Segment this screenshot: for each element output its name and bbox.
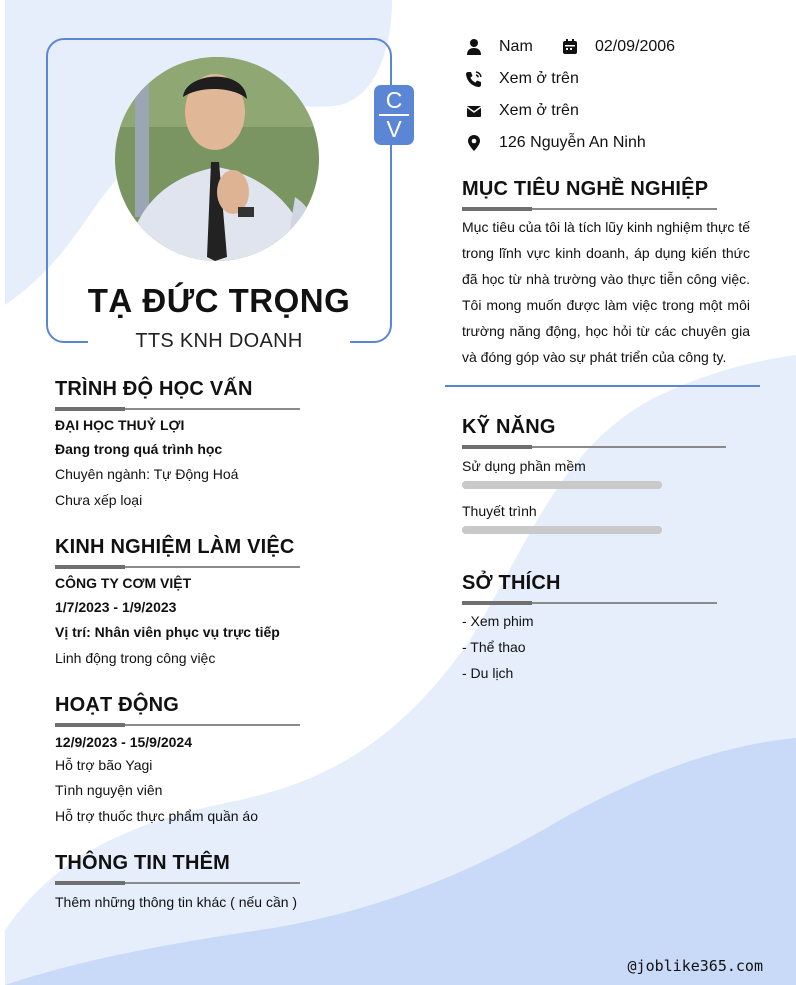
education-status: Đang trong quá trình học [55, 441, 223, 457]
contact-email [465, 102, 579, 120]
contact-gender [465, 38, 533, 56]
objective-text: Mục tiêu của tôi là tích lũy kinh nghiệm thực tế trong lĩnh vực kinh doanh, áp dụng kiến thức đã học từ nhà trường vào thực tiễn công việc. Tôi mong muốn được làm việc trong một môi trường năng động, học hỏi từ các chuyên gia và đóng góp vào sự phát triển của công ty. [462, 219, 750, 365]
activity-item: Hỗ trợ thuốc thực phẩm quần áo [55, 808, 258, 824]
skill-label: Thuyết trình [462, 503, 537, 519]
skill-bar [462, 526, 662, 534]
experience-company: CÔNG TY CƠM VIỆT [55, 575, 192, 591]
cv-badge [374, 85, 414, 145]
contact-address [465, 134, 646, 152]
extra-heading: THÔNG TIN THÊM [55, 852, 231, 874]
experience-desc: Linh động trong công việc [55, 650, 216, 666]
objective-heading: MỤC TIÊU NGHỀ NGHIỆP [462, 178, 709, 200]
hobby-item: - Thể thao [462, 639, 526, 655]
contact-dob [561, 38, 675, 56]
dob-text: 02/09/2006 [595, 38, 676, 55]
experience-heading: KINH NGHIỆM LÀM VIỆC [55, 536, 295, 558]
education-major: Chuyên ngành: Tự Động Hoá [55, 466, 239, 482]
map-pin-icon [465, 134, 483, 152]
skills-heading: KỸ NĂNG [462, 416, 556, 438]
experience-rule [55, 565, 300, 569]
hobbies-section [462, 572, 717, 605]
address-text: 126 Nguyễn An Ninh [499, 134, 646, 151]
extra-rule [55, 881, 300, 885]
skills-rule [462, 445, 726, 449]
skill-label: Sử dụng phần mềm [462, 458, 586, 474]
education-school: ĐẠI HỌC THUỶ LỢI [55, 417, 185, 433]
activities-section [55, 694, 300, 727]
experience-section [55, 536, 300, 569]
envelope-icon [465, 102, 483, 120]
skill-bar [462, 481, 662, 489]
experience-position: Vị trí: Nhân viên phục vụ trực tiếp [55, 624, 280, 640]
activity-item: Tình nguyện viên [55, 782, 163, 798]
extra-text: Thêm những thông tin khác ( nếu cần ) [55, 894, 298, 910]
objective-section [462, 178, 717, 211]
calendar-icon [561, 38, 579, 56]
gender-text: Nam [499, 38, 533, 55]
education-grade: Chưa xếp loại [55, 492, 143, 508]
objective-rule [462, 207, 717, 211]
skill-bar-fill [462, 526, 662, 534]
skill-bar-fill [462, 481, 662, 489]
footer-watermark: @joblike365.com [627, 957, 763, 975]
phone-icon [465, 70, 483, 88]
contact-phone [465, 70, 579, 88]
phone-text: Xem ở trên [499, 70, 579, 87]
activities-period: 12/9/2023 - 15/9/2024 [55, 734, 193, 750]
cv-badge-letter-c: C [385, 87, 403, 113]
education-heading: TRÌNH ĐỘ HỌC VẤN [55, 378, 253, 400]
email-text: Xem ở trên [499, 102, 579, 119]
profile-photo [115, 57, 319, 261]
experience-period: 1/7/2023 - 1/9/2023 [55, 599, 177, 615]
activity-item: Hỗ trợ bão Yagi [55, 757, 153, 773]
cv-badge-letter-v: V [386, 115, 402, 142]
user-icon [465, 38, 483, 56]
hobbies-heading: SỞ THÍCH [462, 572, 561, 594]
hobby-item: - Xem phim [462, 613, 534, 629]
extra-section [55, 852, 300, 885]
education-section [55, 378, 300, 411]
right-column-divider [445, 385, 760, 387]
hobby-item: - Du lịch [462, 665, 514, 681]
activities-rule [55, 723, 300, 727]
skills-section [462, 416, 726, 449]
candidate-role: TTS KNH DOANH [88, 330, 350, 353]
education-rule [55, 407, 300, 411]
hobbies-rule [462, 601, 717, 605]
activities-heading: HOẠT ĐỘNG [55, 694, 180, 716]
candidate-name: TẠ ĐỨC TRỌNG [87, 282, 351, 319]
